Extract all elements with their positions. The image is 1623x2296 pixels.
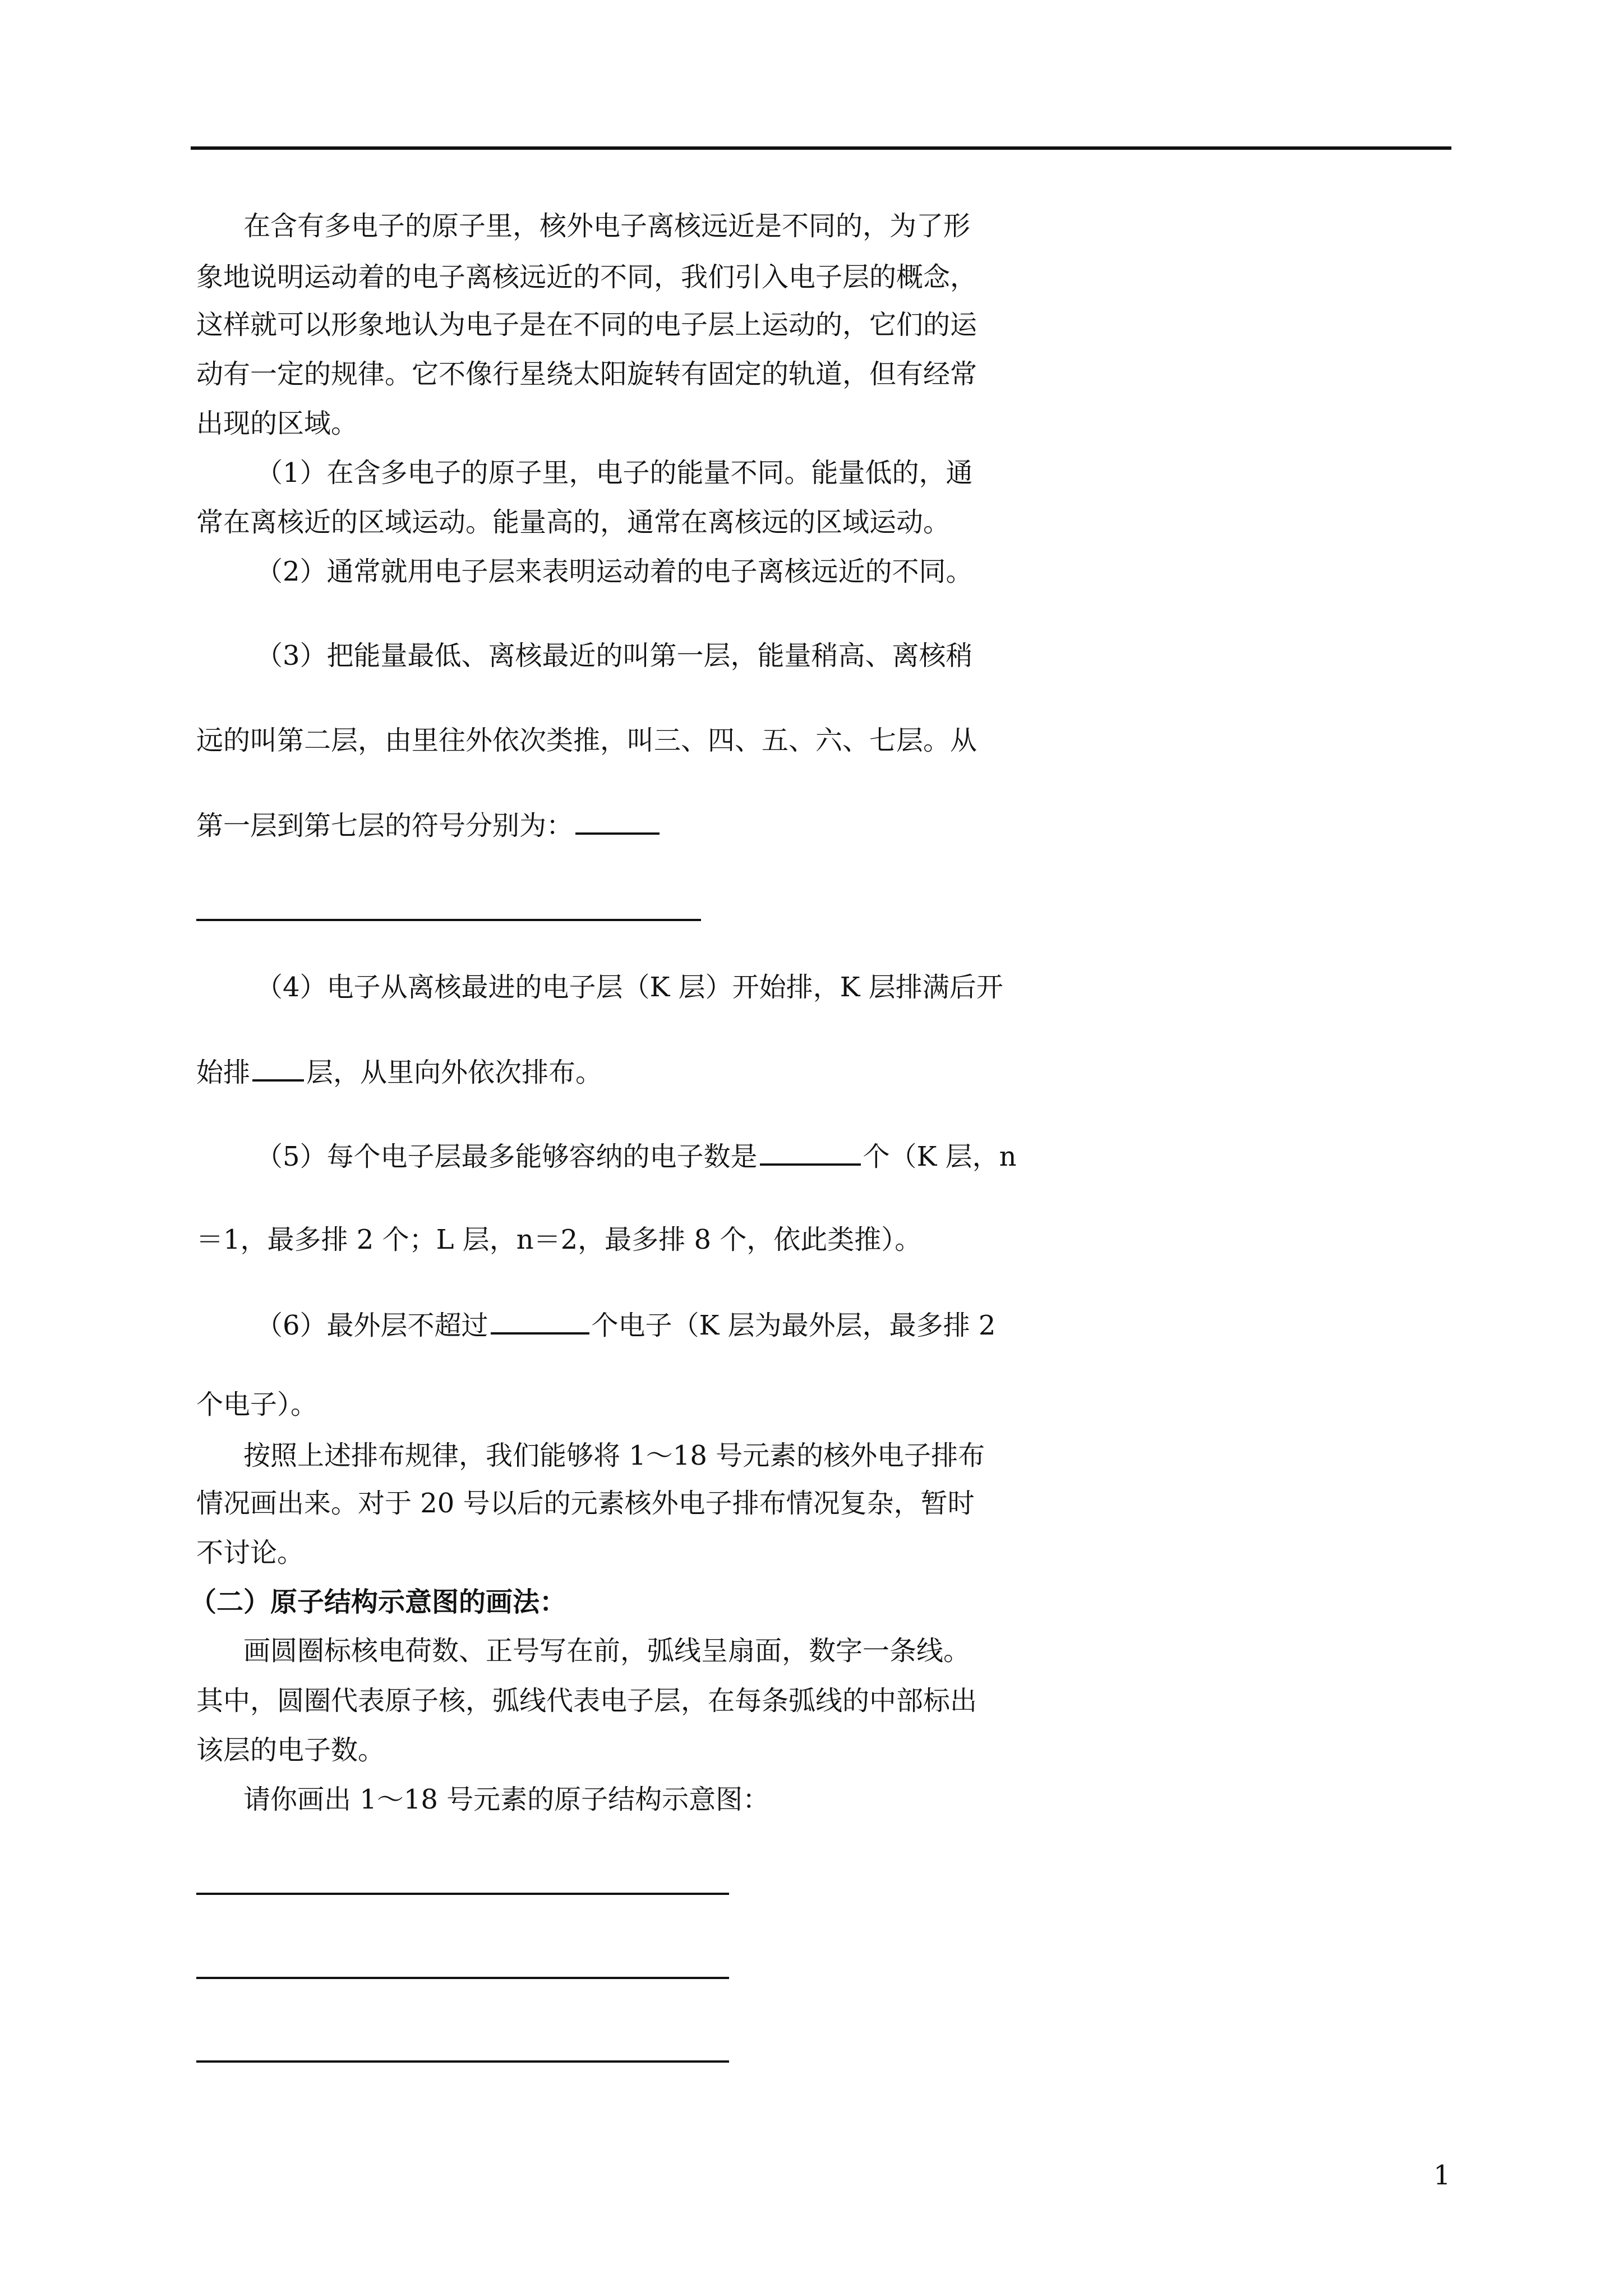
item-3-text: 第一层到第七层的符号分别为： xyxy=(196,810,574,841)
item-6-line: 个电子）。 xyxy=(196,1389,318,1420)
fill-blank[interactable] xyxy=(575,808,660,835)
page-number: 1 xyxy=(1433,2160,1451,2191)
item-6-text: 个电子（K 层为最外层，最多排 2 xyxy=(591,1310,996,1341)
item-5-line xyxy=(256,1139,1017,1174)
fill-blank[interactable] xyxy=(760,1139,861,1166)
item-4-line xyxy=(196,1055,602,1089)
paragraph-line: 按照上述排布规律，我们能够将 1～18 号元素的核外电子排布 xyxy=(243,1440,985,1471)
paragraph-line: 该层的电子数。 xyxy=(196,1734,385,1766)
item-3-line: 远的叫第二层，由里往外依次类推，叫三、四、五、六、七层。从 xyxy=(196,725,978,756)
item-1-line: 常在离核近的区域运动。能量高的，通常在离核远的区域运动。 xyxy=(196,507,951,538)
paragraph-line: 出现的区域。 xyxy=(196,408,358,439)
item-6-text: （6）最外层不超过 xyxy=(256,1310,488,1341)
item-2-line: （2）通常就用电子层来表明运动着的电子离核远近的不同。 xyxy=(256,556,973,587)
item-5-text: 个（K 层，n xyxy=(863,1141,1017,1172)
fill-blank[interactable] xyxy=(252,1055,304,1082)
paragraph-line: 这样就可以形象地认为电子是在不同的电子层上运动的，它们的运 xyxy=(196,309,978,341)
section-heading: （二）原子结构示意图的画法： xyxy=(190,1586,567,1618)
item-3-line: （3）把能量最低、离核最近的叫第一层，能量稍高、离核稍 xyxy=(256,640,973,671)
item-4-text: 层，从里向外依次排布。 xyxy=(306,1057,603,1088)
answer-line[interactable] xyxy=(196,1977,729,1979)
answer-line[interactable] xyxy=(196,2060,729,2063)
item-1-line: （1）在含多电子的原子里，电子的能量不同。能量低的，通 xyxy=(256,457,973,489)
fill-blank[interactable] xyxy=(491,1308,589,1335)
paragraph-line: 请你画出 1～18 号元素的原子结构示意图： xyxy=(243,1784,770,1815)
paragraph-line: 其中，圆圈代表原子核，弧线代表电子层，在每条弧线的中部标出 xyxy=(196,1685,978,1717)
paragraph-line: 在含有多电子的原子里，核外电子离核远近是不同的，为了形 xyxy=(243,210,971,242)
paragraph-line: 画圆圈标核电荷数、正号写在前，弧线呈扇面，数字一条线。 xyxy=(243,1635,971,1667)
paragraph-line: 动有一定的规律。它不像行星绕太阳旋转有固定的轨道，但有经常 xyxy=(196,358,978,390)
header-rule xyxy=(191,146,1451,150)
answer-line[interactable] xyxy=(196,1893,729,1895)
item-4-text: 始排 xyxy=(196,1057,251,1088)
item-5-text: （5）每个电子层最多能够容纳的电子数是 xyxy=(256,1141,758,1172)
item-3-line xyxy=(196,808,662,843)
answer-line[interactable] xyxy=(196,919,701,921)
item-4-line: （4）电子从离核最进的电子层（K 层）开始排，K 层排满后开 xyxy=(256,972,1003,1003)
item-5-line: ＝1，最多排 2 个；L 层，n＝2，最多排 8 个，依此类推）。 xyxy=(196,1224,922,1255)
paragraph-line: 不讨论。 xyxy=(196,1537,305,1568)
paragraph-line: 情况画出来。对于 20 号以后的元素核外电子排布情况复杂，暂时 xyxy=(196,1488,975,1519)
item-6-line xyxy=(256,1308,995,1342)
paragraph-line: 象地说明运动着的电子离核远近的不同，我们引入电子层的概念， xyxy=(196,261,978,293)
